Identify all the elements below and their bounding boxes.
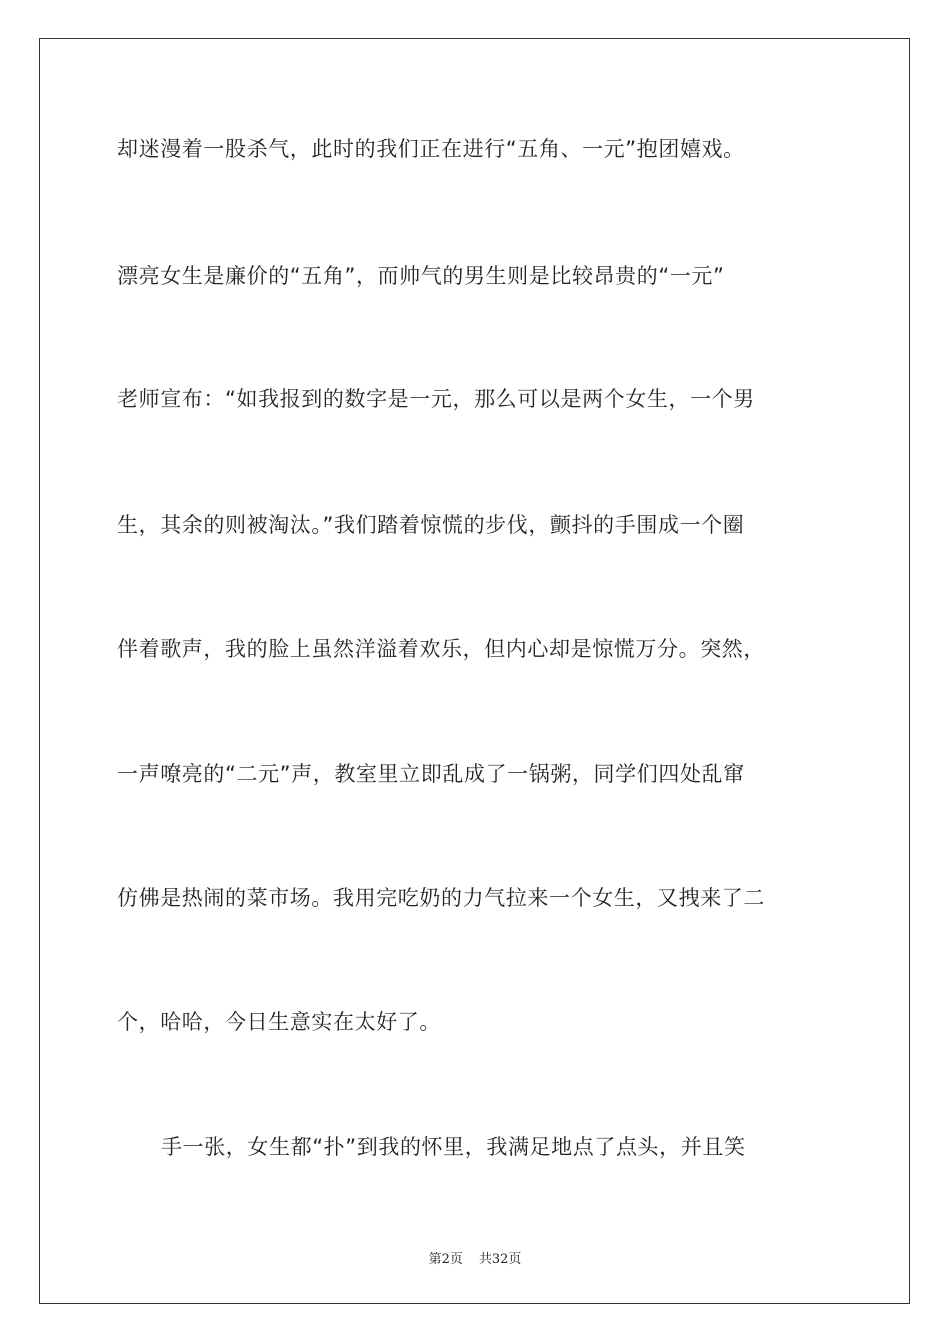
- text-line-5: 伴着歌声，我的脸上虽然洋溢着欢乐，但内心却是惊慌万分。突然，: [117, 637, 765, 661]
- text-line-2: 漂亮女生是廉价的“五角”，而帅气的男生则是比较昂贵的“一元”: [117, 264, 725, 288]
- text-line-7: 仿佛是热闹的菜市场。我用完吃奶的力气拉来一个女生，又拽来了二: [117, 886, 765, 910]
- page-footer: [0, 1248, 950, 1267]
- text-line-1: 却迷漫着一股杀气，此时的我们正在进行“五角、一元”抱团嬉戏。: [117, 137, 745, 161]
- page-frame: [39, 38, 910, 1304]
- text-line-3: 老师宣布：“如我报到的数字是一元，那么可以是两个女生，一个男: [117, 387, 755, 411]
- text-line-9-paragraph-start: 手一张，女生都“扑”到我的怀里，我满足地点了点头，并且笑: [161, 1135, 746, 1159]
- text-line-6: 一声嘹亮的“二元”声，教室里立即乱成了一锅粥，同学们四处乱窜: [117, 762, 745, 786]
- page-total: 共32页: [478, 1252, 522, 1267]
- text-line-4: 生，其余的则被淘汰。”我们踏着惊慌的步伐，颤抖的手围成一个圈: [117, 513, 745, 537]
- text-line-8: 个，哈哈，今日生意实在太好了。: [117, 1010, 441, 1034]
- page-number: 第2页: [428, 1252, 463, 1267]
